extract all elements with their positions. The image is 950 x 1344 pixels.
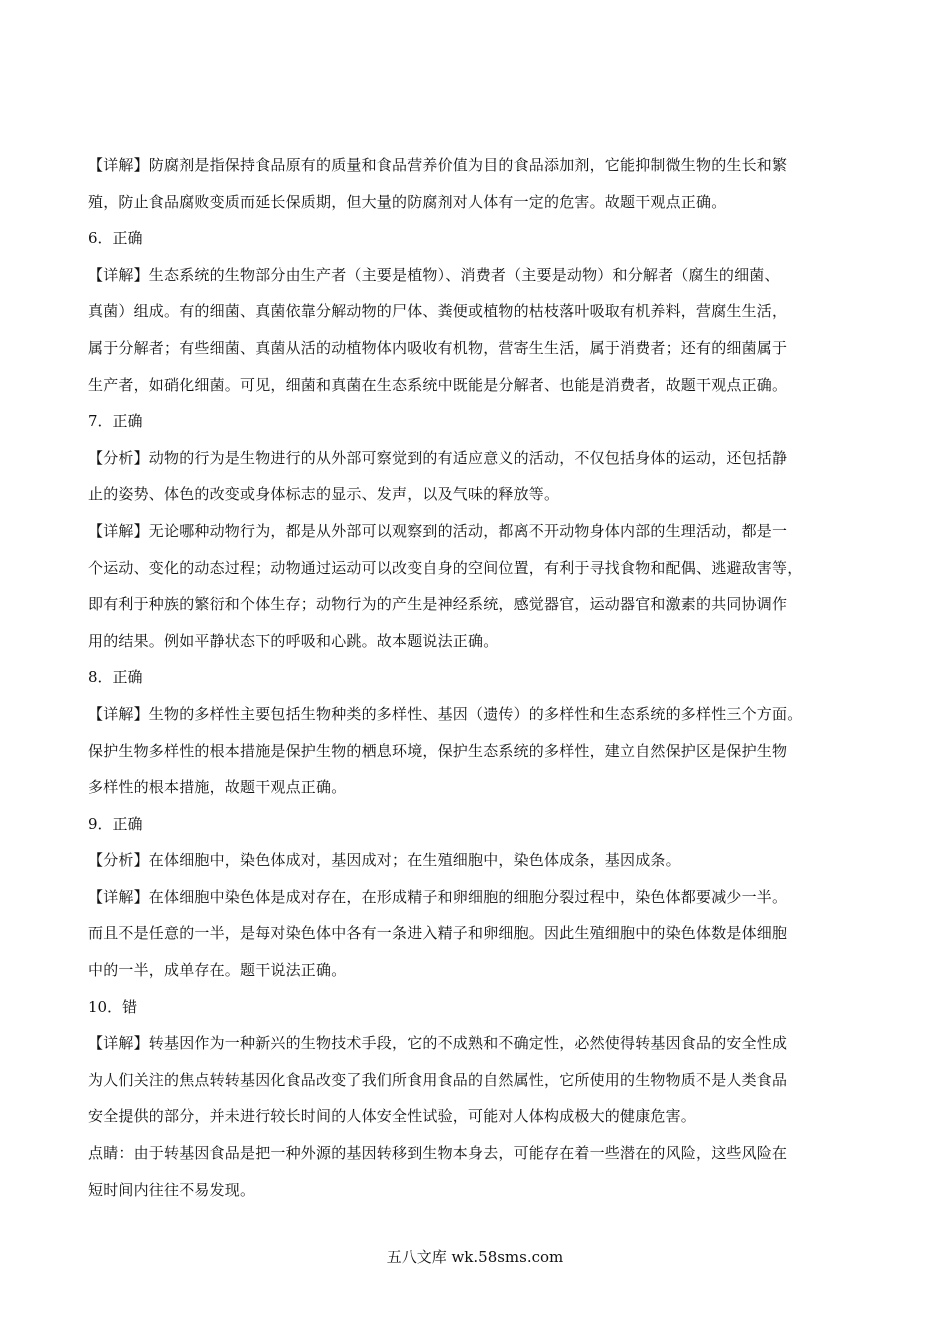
text-line: 而且不是任意的一半，是每对染色体中各有一条进入精子和卵细胞。因此生殖细胞中的染色体数是体细胞	[88, 924, 788, 943]
text-line: 中的一半，成单存在。题干说法正确。	[88, 961, 347, 980]
page-footer: 五八文库 wk.58sms.com	[386, 1248, 564, 1266]
document-body	[88, 147, 863, 1208]
text-line: 生产者，如硝化细菌。可见，细菌和真菌在生态系统中既能是分解者、也能是消费者，故题干观点正确。	[88, 375, 788, 394]
answer-heading: 8．正确	[88, 668, 143, 687]
text-line: 安全提供的部分，并未进行较长时间的人体安全性试验，可能对人体构成极大的健康危害。	[88, 1107, 697, 1126]
answer-heading: 10．错	[88, 997, 138, 1016]
text-line: 保护生物多样性的根本措施是保护生物的栖息环境，保护生态系统的多样性，建立自然保护区是保护生物	[88, 741, 788, 760]
text-line: 多样性的根本措施，故题干观点正确。	[88, 778, 347, 797]
text-line: 点睛：由于转基因食品是把一种外源的基因转移到生物本身去，可能存在着一些潜在的风险，这些风险在	[88, 1144, 788, 1163]
text-line: 个运动、变化的动态过程；动物通过运动可以改变自身的空间位置，有利于寻找食物和配偶、逃避敌害等，	[88, 558, 803, 577]
answer-heading: 6．正确	[88, 229, 143, 248]
text-line: 真菌）组成。有的细菌、真菌依靠分解动物的尸体、粪便或植物的枯枝落叶吸取有机养料，营腐生生活，	[88, 302, 788, 321]
text-line: 【分析】在体细胞中，染色体成对，基因成对；在生殖细胞中，染色体成条，基因成条。	[88, 851, 681, 870]
text-line: 为人们关注的焦点转转基因化食品改变了我们所食用食品的自然属性，它所使用的生物物质不是人类食品	[88, 1070, 788, 1089]
text-line: 即有利于种族的繁衍和个体生存；动物行为的产生是神经系统，感觉器官，运动器官和激素的共同协调作	[88, 595, 788, 614]
text-line: 【详解】无论哪种动物行为，都是从外部可以观察到的活动，都离不开动物身体内部的生理活动，都是一	[88, 521, 788, 540]
text-line: 【详解】转基因作为一种新兴的生物技术手段，它的不成熟和不确定性，必然使得转基因食品的安全性成	[88, 1034, 788, 1053]
text-line: 【详解】在体细胞中染色体是成对存在，在形成精子和卵细胞的细胞分裂过程中，染色体都要减少一半。	[88, 887, 788, 906]
text-line: 【分析】动物的行为是生物进行的从外部可察觉到的有适应意义的活动，不仅包括身体的运动，还包括静	[88, 448, 788, 467]
text-line: 【详解】防腐剂是指保持食品原有的质量和食品营养价值为目的食品添加剂，它能抑制微生物的生长和繁	[88, 156, 788, 174]
text-line: 【详解】生态系统的生物部分由生产者（主要是植物）、消费者（主要是动物）和分解者（腐生的细菌、	[88, 265, 780, 284]
text-line: 短时间内往往不易发现。	[88, 1180, 256, 1199]
text-line: 【详解】生物的多样性主要包括生物种类的多样性、基因（遗传）的多样性和生态系统的多样性三个方面。	[88, 704, 803, 723]
text-line: 属于分解者；有些细菌、真菌从活的动植物体内吸收有机物，营寄生生活，属于消费者；还有的细菌属于	[88, 338, 788, 357]
text-line: 止的姿势、体色的改变或身体标志的显示、发声，以及气味的释放等。	[88, 485, 560, 504]
answer-heading: 7．正确	[88, 412, 143, 431]
text-line: 殖，防止食品腐败变质而延长保质期，但大量的防腐剂对人体有一定的危害。故题干观点正确。	[88, 192, 727, 211]
text-line: 用的结果。例如平静状态下的呼吸和心跳。故本题说法正确。	[88, 631, 499, 650]
answer-heading: 9．正确	[88, 814, 143, 833]
